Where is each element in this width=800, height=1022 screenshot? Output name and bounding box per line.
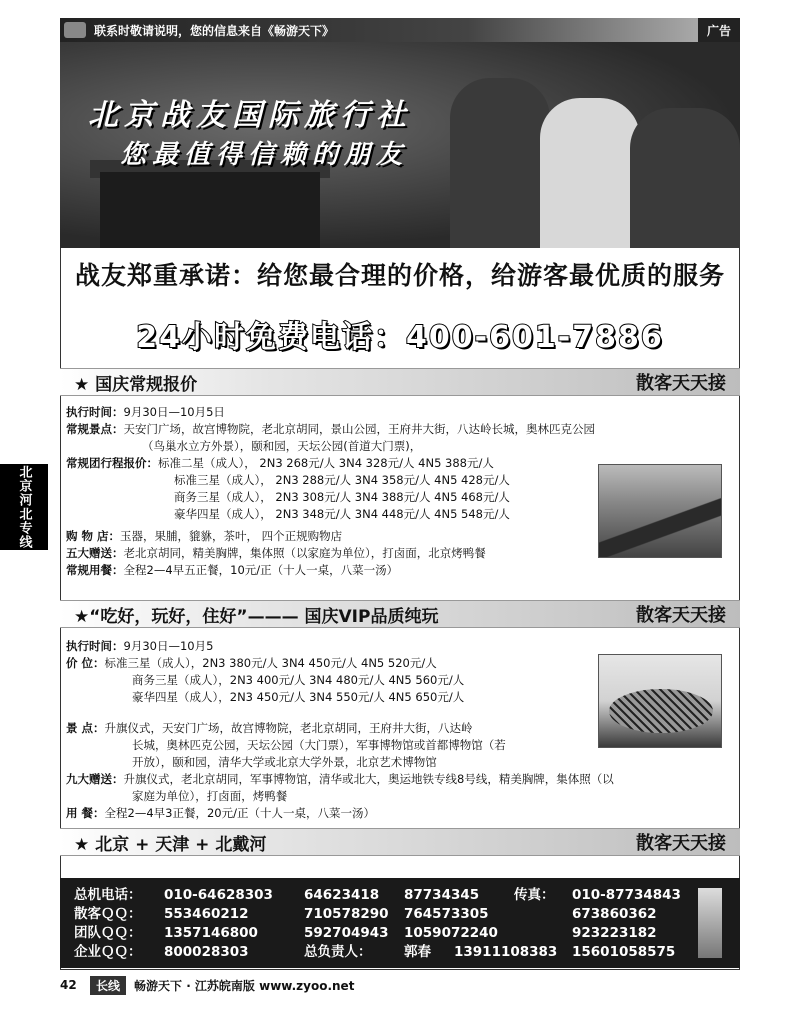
- detail-row: 五大赠送： 老北京胡同，精美胸牌，集体照（以家庭为单位），打卤面，北京烤鸭餐: [66, 546, 486, 560]
- detail-row: 豪华四星（成人），2N3 450元/人 3N4 550元/人 4N5 650元/人: [132, 690, 465, 704]
- decorative-shade: [698, 888, 722, 958]
- footer: [60, 974, 740, 996]
- section-bar-beidaihe: [60, 828, 740, 856]
- detail-row: 开放），颐和园，清华大学或北京大学外景，北京艺术博物馆: [132, 755, 437, 769]
- side-tab: 北京河北专线: [0, 464, 48, 550]
- footer-text: 畅游天下 · 江苏皖南版 www.zyoo.net: [134, 978, 355, 993]
- section2-details: [66, 720, 614, 822]
- detail-row: （鸟巢水立方外景），颐和园，天坛公园(首道大门票)，: [142, 439, 422, 453]
- section1-details: [66, 404, 595, 523]
- contact-row: 散客ＱＱ： 553460212 710578290 764573305 673860362: [74, 906, 657, 922]
- detail-row: 常规景点： 天安门广场，故宫博物院，老北京胡同，景山公园，王府井大街，八达岭长城，奥林匹克公园: [66, 422, 595, 436]
- detail-row: 豪华四星（成人）， 2N3 348元/人 3N4 448元/人 4N5 548元/人: [174, 507, 510, 521]
- hero-title: 北京战友国际旅行社: [88, 98, 412, 133]
- detail-row: 常规用餐： 全程2—4早五正餐，10元/正（十人一桌，八菜一汤）: [66, 563, 399, 577]
- detail-row: 商务三星（成人）， 2N3 308元/人 3N4 388元/人 4N5 468元/人: [174, 490, 510, 504]
- section-bar-national-day: [60, 368, 740, 396]
- detail-row: 长城，奥林匹克公园，天坛公园（大门票），军事博物馆或首都博物馆（若: [132, 738, 506, 752]
- detail-row: 执行时间： 9月30日—10月5: [66, 639, 214, 653]
- section-right-label: 散客天天接: [636, 833, 726, 854]
- section-title: ★ 北京 + 天津 + 北戴河: [74, 834, 267, 855]
- detail-row: 用 餐： 全程2—4早3正餐，20元/正（十人一桌，八菜一汤）: [66, 806, 375, 820]
- detail-row: 九大赠送： 升旗仪式，老北京胡同，军事博物馆，清华或北大，奥运地铁专线8号线，精美胸牌，集体照（以: [66, 772, 614, 786]
- detail-row: 常规团行程报价： 标准二星（成人）， 2N3 268元/人 3N4 328元/人 4N5 388元/人: [66, 456, 494, 470]
- tiananmen-gate-shape: [100, 172, 320, 248]
- section-title: ★ 国庆常规报价: [74, 374, 198, 395]
- section-title: ★“吃好，玩好，住好”——— 国庆VIP品质纯玩: [74, 606, 439, 627]
- detail-row: 景 点： 升旗仪式，天安门广场，故宫博物院，老北京胡同，王府井大街，八达岭: [66, 721, 473, 735]
- ad-tag: 广告: [698, 18, 740, 42]
- hero-subtitle: 您最值得信赖的朋友: [120, 140, 409, 170]
- section-right-label: 散客天天接: [636, 373, 726, 394]
- detail-row: 商务三星（成人），2N3 400元/人 3N4 480元/人 4N5 560元/人: [132, 673, 465, 687]
- section-right-label: 散客天天接: [636, 605, 726, 626]
- contact-row: 团队ＱＱ： 1357146800 592704943 1059072240 923223182: [74, 925, 657, 941]
- contact-row: 总机电话： 010-64628303 64623418 87734345 传真： 010-87734843: [74, 887, 681, 903]
- top-bar: [60, 18, 740, 42]
- logo-icon: [64, 22, 86, 38]
- section2-prices: [66, 638, 464, 706]
- contact-panel: [60, 878, 740, 968]
- hotline: 24小时免费电话：400-601-7886: [136, 320, 664, 355]
- great-wall-photo: [598, 464, 722, 558]
- detail-row: 价 位： 标准三星（成人），2N3 380元/人 3N4 450元/人 4N5 520元/人: [66, 656, 437, 670]
- section-bar-vip: [60, 600, 740, 628]
- soldier-figure: [630, 108, 740, 248]
- detail-row: 执行时间： 9月30日—10月5日: [66, 405, 225, 419]
- section1-extras: [66, 528, 486, 579]
- birds-nest-photo: [598, 654, 722, 748]
- detail-row: 购 物 店： 玉器，果脯，貔貅，茶叶， 四个正规购物店: [66, 529, 343, 543]
- detail-row: 家庭为单位），打卤面，烤鸭餐: [132, 789, 288, 803]
- page-number: 42: [60, 978, 77, 992]
- footer-tag: 长线: [90, 976, 126, 995]
- soldier-figure: [450, 78, 550, 248]
- detail-row: 标准三星（成人）， 2N3 288元/人 3N4 358元/人 4N5 428元/人: [174, 473, 510, 487]
- slogan: 战友郑重承诺：给您最合理的价格，给游客最优质的服务: [74, 261, 725, 290]
- header-notice: 联系时敬请说明，您的信息来自《畅游天下》: [94, 23, 335, 38]
- contact-row: 企业ＱＱ： 800028303 总负责人： 郭春 13911108383 15601058575: [74, 944, 676, 960]
- hero-banner: [60, 42, 740, 248]
- soldier-figure: [540, 98, 640, 248]
